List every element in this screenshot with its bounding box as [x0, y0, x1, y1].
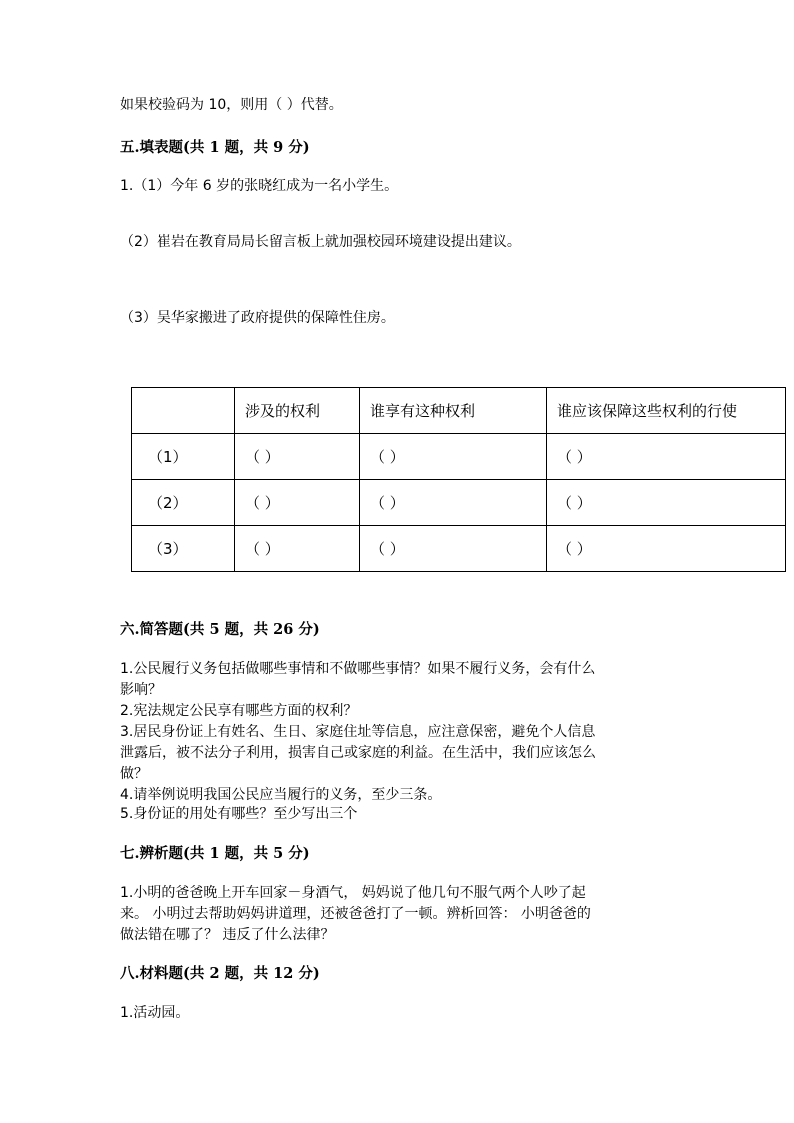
table-header-cell: 谁享有这种权利 [360, 388, 547, 434]
table-cell: （ ） [360, 526, 547, 572]
table-cell: （2） [132, 480, 235, 526]
table-cell: （ ） [360, 434, 547, 480]
section7-line: 做法错在哪了？ 违反了什么法律？ [120, 927, 335, 943]
intro-line: 如果校验码为 10，则用（ ）代替。 [120, 97, 343, 113]
table-row [132, 434, 786, 480]
table-cell: （1） [132, 434, 235, 480]
section7-heading: 七.辨析题(共 1 题，共 5 分) [120, 845, 310, 862]
rights-table [131, 387, 786, 572]
table-header-cell: 涉及的权利 [235, 388, 360, 434]
section8-question-1: 1.活动园。 [120, 1005, 190, 1021]
question-1-part-1: 1.（1）今年 6 岁的张晓红成为一名小学生。 [120, 178, 399, 194]
section8-heading: 八.材料题(共 2 题，共 12 分) [120, 965, 320, 982]
section6-line: 泄露后，被不法分子利用，损害自己或家庭的利益。在生活中，我们应该怎么 [120, 745, 596, 761]
table-cell: （ ） [547, 480, 786, 526]
table-header-row [132, 388, 786, 434]
section6-line: 5.身份证的用处有哪些？至少写出三个 [120, 806, 358, 822]
section6-line: 1.公民履行义务包括做哪些事情和不做哪些事情？如果不履行义务，会有什么 [120, 661, 596, 677]
table-header-cell: 谁应该保障这些权利的行使 [547, 388, 786, 434]
section6-line: 2.宪法规定公民享有哪些方面的权利？ [120, 703, 358, 719]
section7-line: 1.小明的爸爸晚上开车回家－身酒气， 妈妈说了他几句不服气两个人吵了起 [120, 885, 586, 901]
question-1-part-2: （2）崔岩在教育局局长留言板上就加强校园环境建设提出建议。 [120, 234, 521, 250]
table-row [132, 526, 786, 572]
question-1-part-3: （3）吴华家搬进了政府提供的保障性住房。 [120, 310, 395, 326]
table-cell: （ ） [235, 434, 360, 480]
section6-heading: 六.简答题(共 5 题，共 26 分) [120, 621, 320, 638]
section6-line: 4.请举例说明我国公民应当履行的义务，至少三条。 [120, 787, 442, 803]
section7-line: 来。 小明过去帮助妈妈讲道理，还被爸爸打了一顿。辨析回答： 小明爸爸的 [120, 906, 591, 922]
table-cell: （ ） [547, 434, 786, 480]
table-cell: （ ） [235, 526, 360, 572]
table-cell: （ ） [360, 480, 547, 526]
section6-line: 3.居民身份证上有姓名、生日、家庭住址等信息，应注意保密，避免个人信息 [120, 724, 596, 740]
section6-line: 做？ [120, 766, 148, 782]
table-cell: （ ） [235, 480, 360, 526]
table-header-cell [132, 388, 235, 434]
section6-line: 影响？ [120, 682, 162, 698]
table-cell: （ ） [547, 526, 786, 572]
table-row [132, 480, 786, 526]
section5-heading: 五.填表题(共 1 题，共 9 分) [120, 139, 310, 156]
table-cell: （3） [132, 526, 235, 572]
